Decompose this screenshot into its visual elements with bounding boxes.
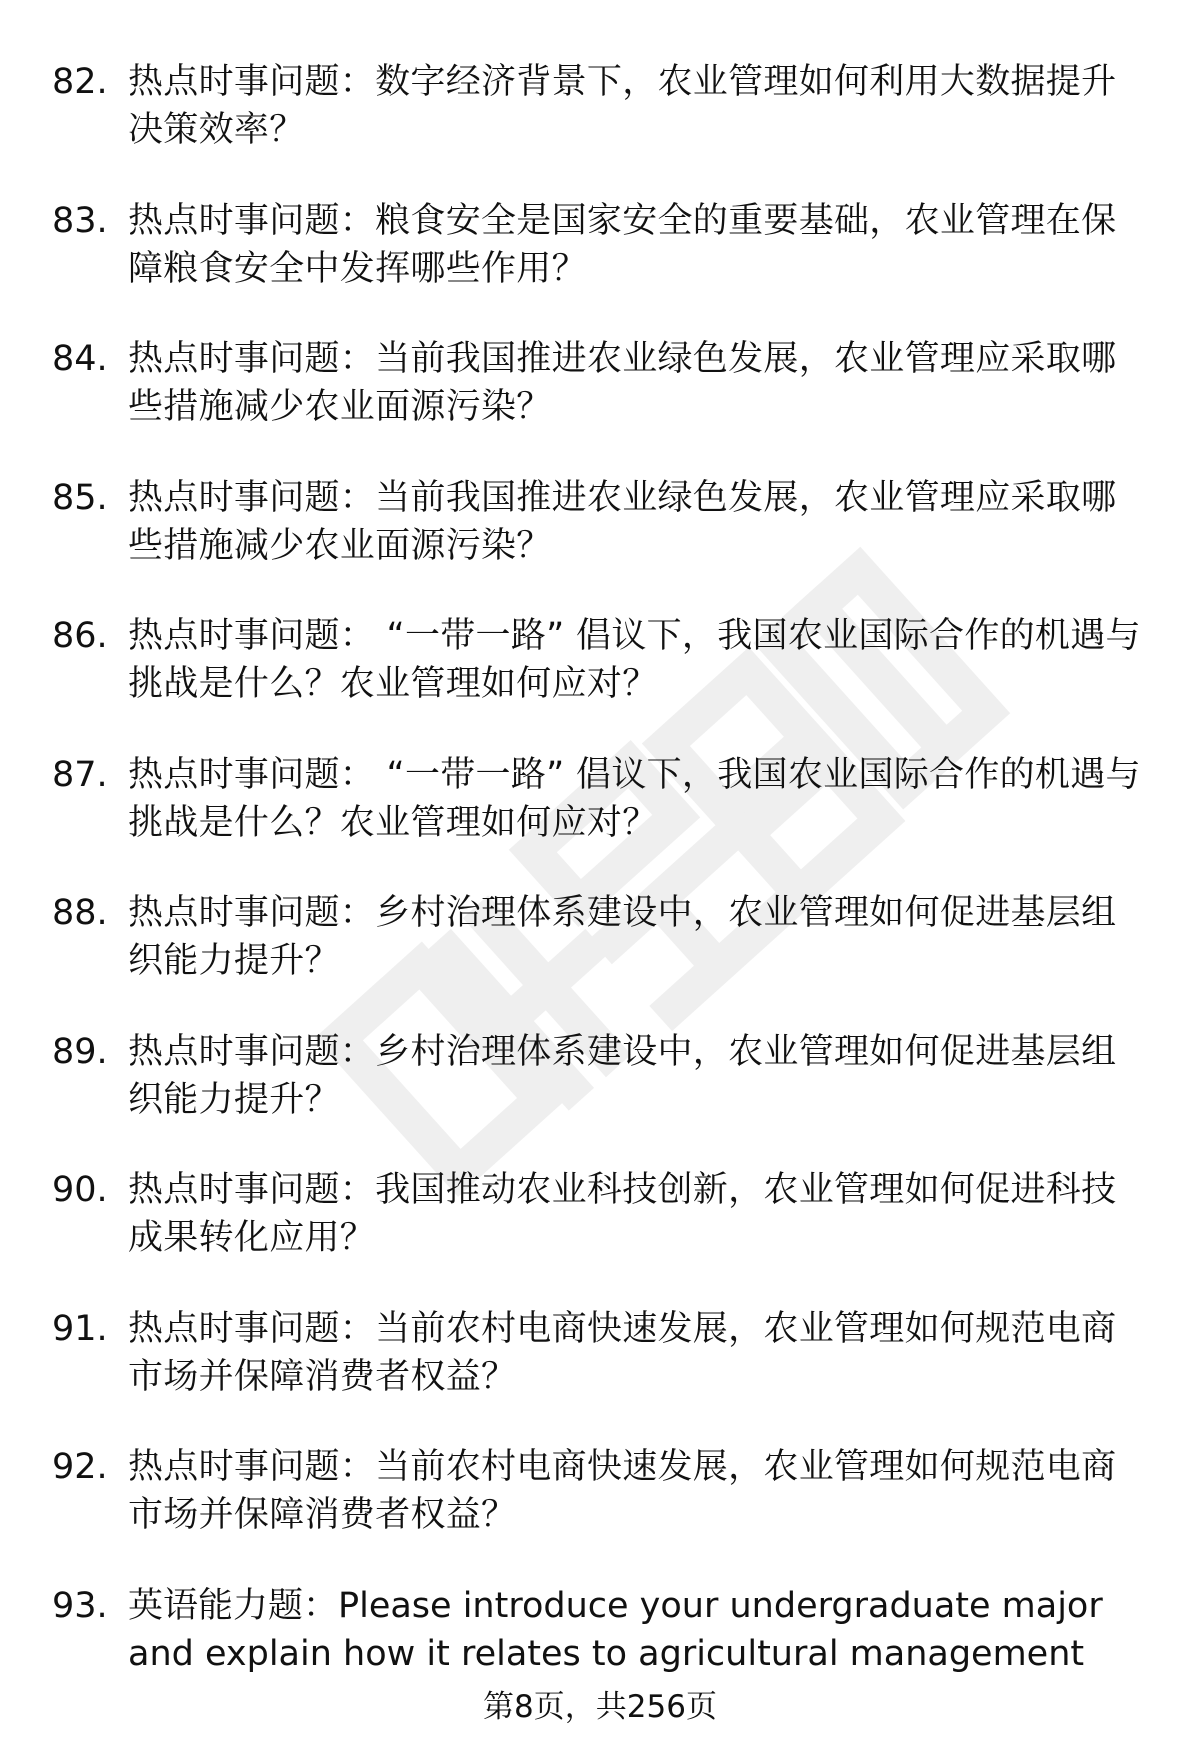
list-item	[52, 1305, 1152, 1401]
list-item	[52, 889, 1152, 985]
list-item	[52, 1443, 1152, 1539]
question-number: 86.	[52, 616, 108, 656]
question-number: 87.	[52, 754, 108, 795]
question-text: 热点时事问题：当前农村电商快速发展，农业管理如何规范电商市场并保障消费者权益？	[128, 1308, 1117, 1397]
question-text: 热点时事问题：当前农村电商快速发展，农业管理如何规范电商市场并保障消费者权益？	[128, 1447, 1117, 1535]
question-text: 热点时事问题：当前我国推进农业绿色发展，农业管理应采取哪些措施减少农业面源污染？	[128, 477, 1117, 566]
question-text: 热点时事问题：乡村治理体系建设中，农业管理如何促进基层组织能力提升？	[128, 1031, 1117, 1120]
list-item	[52, 474, 1152, 570]
question-text: 热点时事问题：数字经济背景下，农业管理如何利用大数据提升决策效率？	[128, 62, 1117, 150]
question-text: 热点时事问题： “一带一路” 倡议下，我国农业国际合作的机遇与挑战是什么？农业管理如何应对？	[128, 616, 1141, 704]
question-number: 92.	[52, 1447, 108, 1487]
list-item	[52, 1582, 1152, 1678]
question-number: 90.	[52, 1170, 108, 1210]
question-number: 85.	[52, 477, 108, 518]
list-item	[52, 58, 1152, 154]
list-item	[52, 335, 1152, 431]
question-text: 热点时事问题：当前我国推进农业绿色发展，农业管理应采取哪些措施减少农业面源污染？	[128, 339, 1117, 427]
question-number: 82.	[52, 62, 108, 102]
list-item	[52, 1028, 1152, 1124]
list-item	[52, 1166, 1152, 1262]
question-number: 88.	[52, 893, 108, 933]
question-text: 热点时事问题：乡村治理体系建设中，农业管理如何促进基层组织能力提升？	[128, 893, 1117, 981]
page-number: 第8页，共256页	[483, 1689, 717, 1725]
list-item	[52, 751, 1152, 847]
question-number: 83.	[52, 200, 108, 241]
question-text: 热点时事问题：我国推动农业科技创新，农业管理如何促进科技成果转化应用？	[128, 1170, 1117, 1258]
question-number: 89.	[52, 1031, 108, 1072]
question-list	[52, 58, 1152, 1720]
list-item	[52, 612, 1152, 708]
question-number: 93.	[52, 1585, 108, 1626]
question-number: 91.	[52, 1308, 108, 1349]
list-item	[52, 197, 1152, 293]
question-text: 热点时事问题：粮食安全是国家安全的重要基础，农业管理在保障粮食安全中发挥哪些作用？	[128, 200, 1117, 289]
question-number: 84.	[52, 339, 108, 379]
question-text: 英语能力题：Please introduce your undergraduate major and explain how it relates to agricultural management	[128, 1585, 1103, 1674]
question-text: 热点时事问题： “一带一路” 倡议下，我国农业国际合作的机遇与挑战是什么？农业管理如何应对？	[128, 754, 1141, 843]
